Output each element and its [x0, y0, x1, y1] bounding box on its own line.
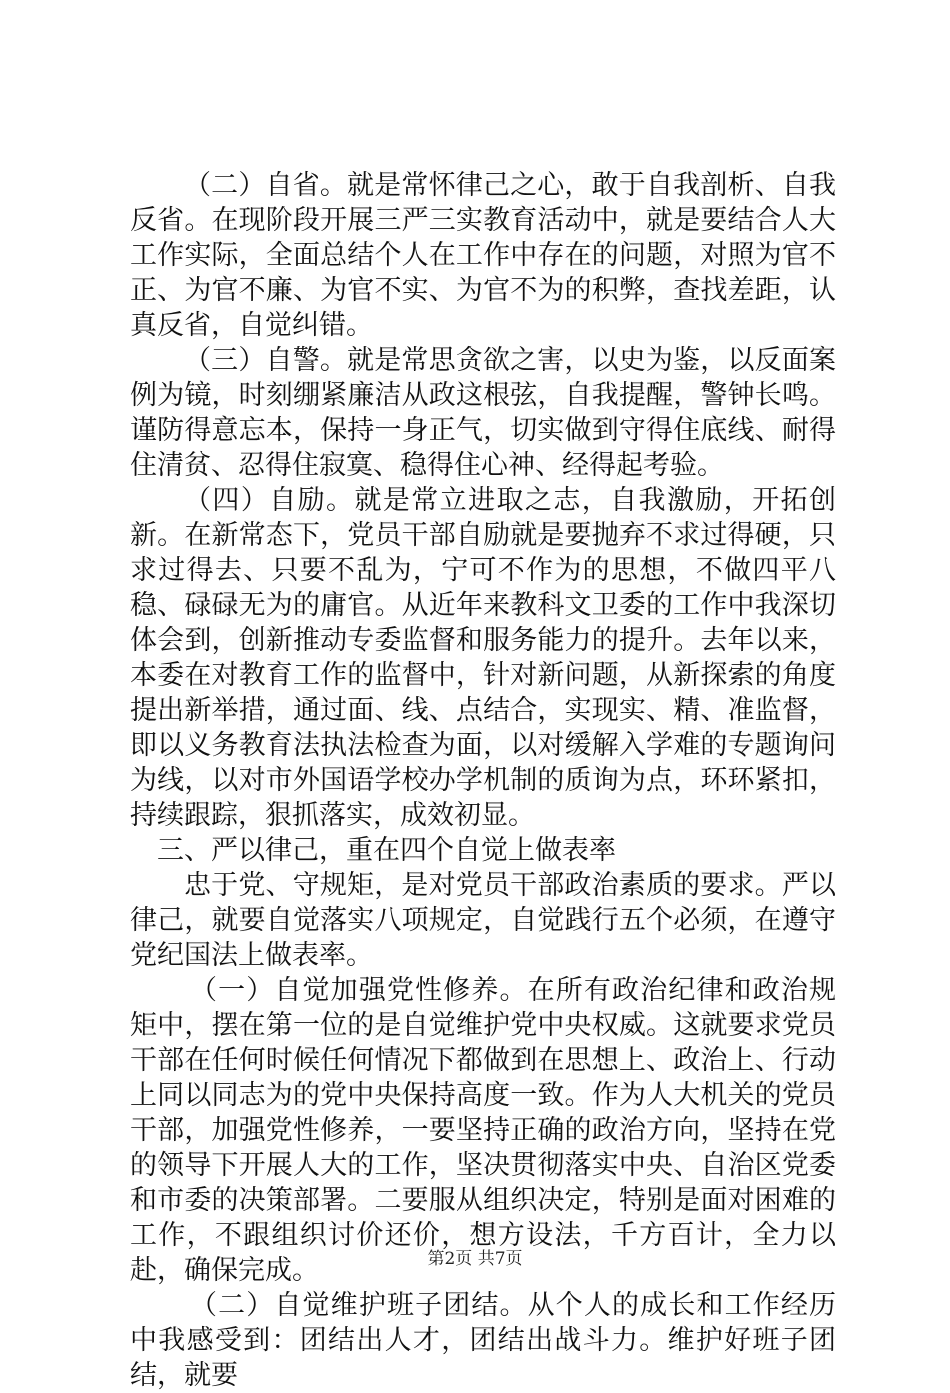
paragraph-self-encouragement: （四）自励。就是常立进取之志，自我激励，开拓创新。在新常态下，党员干部自励就是要抛弃不求过得硬，只求过得去、只要不乱为，宁可不作为的思想，不做四平八稳、碌碌无为的庸官。从近年来教科文卫委的工作中我深切体会到，创新推动专委监督和服务能力的提升。去年以来，本委在对教育工作的监督中，针对新问题，从新探索的角度提出新举措，通过面、线、点结合，实现实、精、准监督，即以义务教育法执法检查为面，以对缓解入学难的专题询问为线，以对市外国语学校办学机制的质询为点，环环紧扣，持续跟踪，狠抓落实，成效初显。: [130, 485, 836, 831]
paragraph-loyalty-intro: 忠于党、守规矩，是对党员干部政治素质的要求。严以律己，就要自觉落实八项规定，自觉践行五个必须，在遵守党纪国法上做表率。: [130, 870, 836, 971]
paragraph-team-unity: （二）自觉维护班子团结。从个人的成长和工作经历中我感受到：团结出人才，团结出战斗力。维护好班子团结，就要: [130, 1290, 836, 1391]
paragraph-self-reflection: （二）自省。就是常怀律己之心，敢于自我剖析、自我反省。在现阶段开展三严三实教育活动中，就是要结合人大工作实际，全面总结个人在工作中存在的问题，对照为官不正、为官不廉、为官不实、为官不为的积弊，查找差距，认真反省，自觉纠错。: [130, 170, 836, 341]
document-body: [130, 168, 836, 1393]
paragraph-party-spirit: （一）自觉加强党性修养。在所有政治纪律和政治规矩中，摆在第一位的是自觉维护党中央权威。这就要求党员干部在任何时候任何情况下都做到在思想上、政治上、行动上同以同志为的党中央保持高度一致。作为人大机关的党员干部，加强党性修养，一要坚持正确的政治方向，坚持在党的领导下开展人大的工作，坚决贯彻落实中央、自治区党委和市委的决策部署。二要服从组织决定，特别是面对困难的工作，不跟组织讨价还价，想方设法，千方百计，全力以赴，确保完成。: [130, 975, 836, 1286]
section-heading-three: 三、严以律己，重在四个自觉上做表率: [157, 835, 616, 866]
paragraph-self-warning: （三）自警。就是常思贪欲之害，以史为鉴，以反面案例为镜，时刻绷紧廉洁从政这根弦，自我提醒，警钟长鸣。谨防得意忘本，保持一身正气，切实做到守得住底线、耐得住清贫、忍得住寂寞、稳得住心神、经得起考验。: [130, 345, 836, 481]
page-footer: 第2页 共7页: [427, 1249, 523, 1269]
